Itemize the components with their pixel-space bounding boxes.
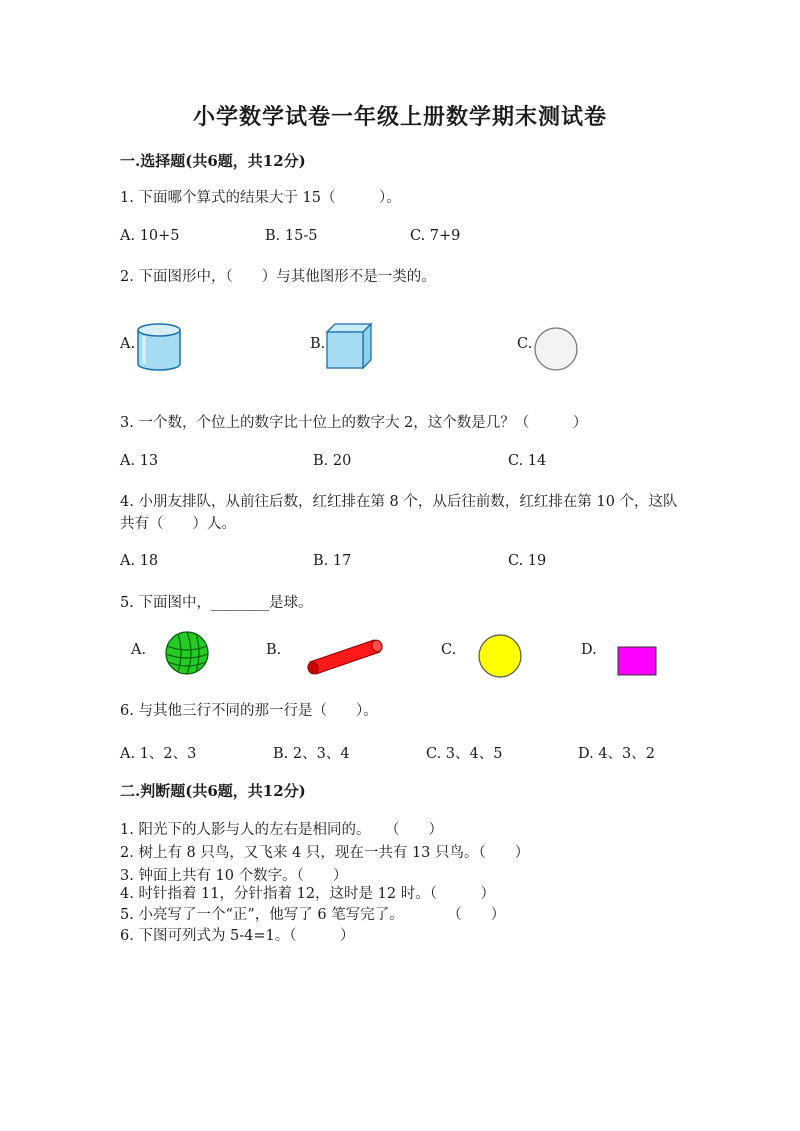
option-d: D. bbox=[581, 642, 597, 658]
option-a: A. 10+5 bbox=[120, 228, 180, 244]
option-c: C. 3、4、5 bbox=[426, 746, 503, 762]
option-b: B. 2、3、4 bbox=[273, 746, 350, 762]
option-b: B. 20 bbox=[313, 453, 352, 469]
judgement-item-4: 4. 时针指着 11，分针指着 12，这时是 12 时。（ ） bbox=[120, 886, 495, 902]
question-4-options bbox=[120, 553, 720, 575]
option-b: B. bbox=[266, 642, 282, 658]
option-b: B. bbox=[310, 336, 326, 352]
cylinder-icon bbox=[136, 322, 182, 372]
option-d: D. 4、3、2 bbox=[578, 746, 656, 762]
option-c: C. 14 bbox=[508, 453, 547, 469]
question-6: 6. 与其他三行不同的那一行是（ ）。 bbox=[120, 703, 378, 719]
option-a: A. 1、2、3 bbox=[120, 746, 197, 762]
yellow-circle-icon bbox=[477, 633, 523, 679]
option-a: A. bbox=[120, 336, 136, 352]
judgement-item-5: 5. 小亮写了一个“正”，他写了 6 笔写完了。 （ ） bbox=[120, 907, 506, 923]
magenta-rectangle-icon bbox=[617, 646, 657, 676]
option-c: C. 7+9 bbox=[410, 228, 461, 244]
red-cylinder-icon bbox=[302, 636, 386, 676]
question-5: 5. 下面图中，________是球。 bbox=[120, 595, 313, 611]
question-3-options bbox=[120, 453, 720, 475]
question-1-options bbox=[120, 228, 720, 250]
section-heading-choice: 一.选择题(共6题，共12分) bbox=[120, 152, 306, 170]
question-6-options bbox=[120, 742, 720, 764]
circle-icon bbox=[533, 326, 579, 372]
judgement-item-6: 6. 下图可列式为 5-4=1。（ ） bbox=[120, 928, 355, 944]
question-2: 2. 下面图形中，（ ）与其他图形不是一类的。 bbox=[120, 269, 436, 285]
page-title: 小学数学试卷一年级上册数学期末测试卷 bbox=[192, 104, 607, 130]
option-c: C. 19 bbox=[508, 553, 547, 569]
judgement-item-1: 1. 阳光下的人影与人的左右是相同的。 （ ） bbox=[120, 822, 443, 838]
option-c: C. bbox=[517, 336, 533, 352]
question-3: 3. 一个数，个位上的数字比十位上的数字大 2，这个数是几？（ ） bbox=[120, 415, 588, 431]
option-b: B. 15-5 bbox=[265, 228, 318, 244]
option-b: B. 17 bbox=[313, 553, 352, 569]
green-ball-icon bbox=[164, 630, 210, 676]
option-a: A. 18 bbox=[120, 553, 159, 569]
question-1: 1. 下面哪个算式的结果大于 15（ ）。 bbox=[120, 190, 401, 206]
cube-icon bbox=[325, 322, 373, 370]
question-4: 4. 小朋友排队，从前往后数，红红排在第 8 个，从后往前数，红红排在第 10 个，这队共有（ ）人。 bbox=[120, 494, 678, 532]
section-heading-judgement: 二.判断题(共6题，共12分) bbox=[120, 782, 306, 800]
option-c: C. bbox=[441, 642, 457, 658]
judgement-item-2: 2. 树上有 8 只鸟，又飞来 4 只，现在一共有 13 只鸟。（ ） bbox=[120, 845, 530, 861]
option-a: A. 13 bbox=[120, 453, 159, 469]
option-a: A. bbox=[131, 642, 147, 658]
judgement-item-3: 3. 钟面上共有 10 个数字。（ ） bbox=[120, 868, 348, 884]
